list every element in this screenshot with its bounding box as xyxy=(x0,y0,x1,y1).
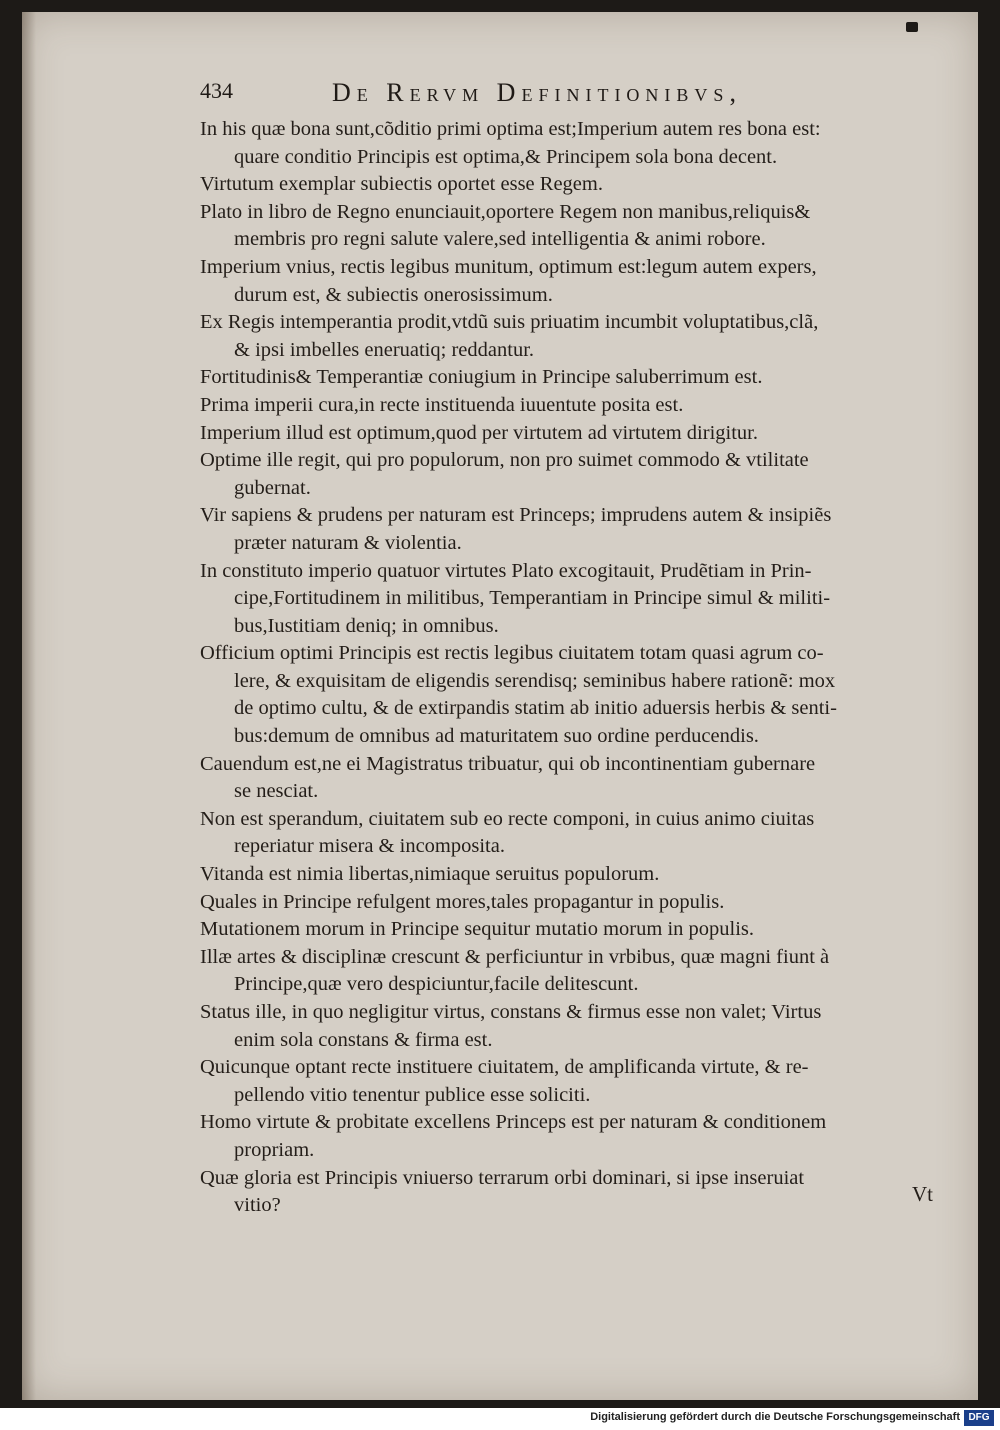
dfg-logo: DFG xyxy=(964,1410,994,1426)
text-line: Quæ gloria est Principis vniuerso terrarum orbi dominari, si ipse inseruiat xyxy=(200,1166,805,1189)
text-line: Ex Regis intemperantia prodit,vtdũ suis priuatim incumbit voluptatibus,clã, xyxy=(200,311,819,334)
text-line: & ipsi imbelles eneruatiq; reddantur. xyxy=(234,338,535,361)
text-line: Illæ artes & disciplinæ crescunt & perficiuntur in vrbibus, quæ magni fiunt à xyxy=(200,945,830,968)
text-line: Non est sperandum, ciuitatem sub eo recte componi, in cuius animo ciuitas xyxy=(200,807,815,830)
text-line: Optime ille regit, qui pro populorum, non pro suimet commodo & vtilitate xyxy=(200,449,809,472)
page-gutter-shadow xyxy=(22,12,36,1400)
text-line: In constituto imperio quatuor virtutes Plato excogitauit, Prudẽtiam in Prin- xyxy=(200,559,812,582)
text-line: Vir sapiens & prudens per naturam est Princeps; imprudens autem & insipiẽs xyxy=(200,504,832,527)
text-line: Virtutum exemplar subiectis oportet esse Regem. xyxy=(200,173,603,196)
text-line: Cauendum est,ne ei Magistratus tribuatur, qui ob incontinentiam gubernare xyxy=(200,752,816,775)
text-line: vitio? xyxy=(234,1194,281,1217)
text-line: reperiatur misera & incomposita. xyxy=(234,835,505,858)
text-line: se nesciat. xyxy=(234,780,319,803)
text-line: gubernat. xyxy=(234,476,311,499)
text-line: Mutationem morum in Principe sequitur mutatio morum in populis. xyxy=(200,918,755,941)
text-line: Plato in libro de Regno enunciauit,oportere Regem non manibus,reliquis& xyxy=(200,200,811,223)
text-line: In his quæ bona sunt,cõditio primi optima est;Imperium autem res bona est: xyxy=(200,118,821,140)
text-line: Principe,quæ vero despiciuntur,facile delitescunt. xyxy=(234,973,639,996)
text-line: membris pro regni salute valere,sed intelligentia & animi robore. xyxy=(234,228,766,251)
text-line: quare conditio Principis est optima,& Principem sola bona decent. xyxy=(234,145,778,168)
funding-credit: Digitalisierung gefördert durch die Deutsche Forschungsgemeinschaft xyxy=(590,1411,960,1423)
text-line: Fortitudinis& Temperantiæ coniugium in Principe saluberrimum est. xyxy=(200,366,763,389)
text-line: Imperium illud est optimum,quod per virtutem ad virtutem dirigitur. xyxy=(200,421,758,444)
page-number: 434 xyxy=(200,78,233,103)
text-line: bus:demum de omnibus ad maturitatem suo ordine perducendis. xyxy=(234,725,759,748)
text-line: Prima imperii cura,in recte instituenda iuuentute posita est. xyxy=(200,393,684,416)
text-line: bus,Iustitiam deniq; in omnibus. xyxy=(234,614,499,637)
text-line: Homo virtute & probitate excellens Princeps est per naturam & conditionem xyxy=(200,1111,827,1134)
text-line: lere, & exquisitam de eligendis serendisq; seminibus habere rationẽ: mox xyxy=(234,669,836,692)
footer-bar xyxy=(0,1408,1000,1430)
text-line: cipe,Fortitudinem in militibus, Temperantiam in Principe simul & militi- xyxy=(234,587,831,610)
text-line: propriam. xyxy=(234,1138,315,1161)
catchword: Vt xyxy=(912,1182,933,1206)
text-line: durum est, & subiectis onerosissimum. xyxy=(234,283,553,306)
body-text xyxy=(200,116,945,1220)
ink-smudge xyxy=(906,22,918,32)
text-line: Officium optimi Principis est rectis legibus ciuitatem totam quasi agrum co- xyxy=(200,642,824,665)
text-line: pellendo vitio tenentur publice esse soliciti. xyxy=(234,1083,591,1106)
text-line: Vitanda est nimia libertas,nimiaque seruitus populorum. xyxy=(200,863,660,886)
text-line: Imperium vnius, rectis legibus munitum, optimum est:legum autem expers, xyxy=(200,255,817,278)
text-line: de optimo cultu, & de extirpandis statim ab initio aduersis herbis & senti- xyxy=(234,697,837,720)
text-line: Quicunque optant recte instituere ciuitatem, de amplificanda virtute, & re- xyxy=(200,1056,809,1079)
text-line: Status ille, in quo negligitur virtus, constans & firmus esse non valet; Virtus xyxy=(200,1001,822,1023)
text-line: Quales in Principe refulgent mores,tales propagantur in populis. xyxy=(200,890,725,913)
text-line: enim sola constans & firma est. xyxy=(234,1028,493,1051)
running-head xyxy=(200,78,840,112)
header-title: De Rervm Definitionibvs, xyxy=(332,78,742,107)
text-line: præter naturam & violentia. xyxy=(234,531,462,554)
